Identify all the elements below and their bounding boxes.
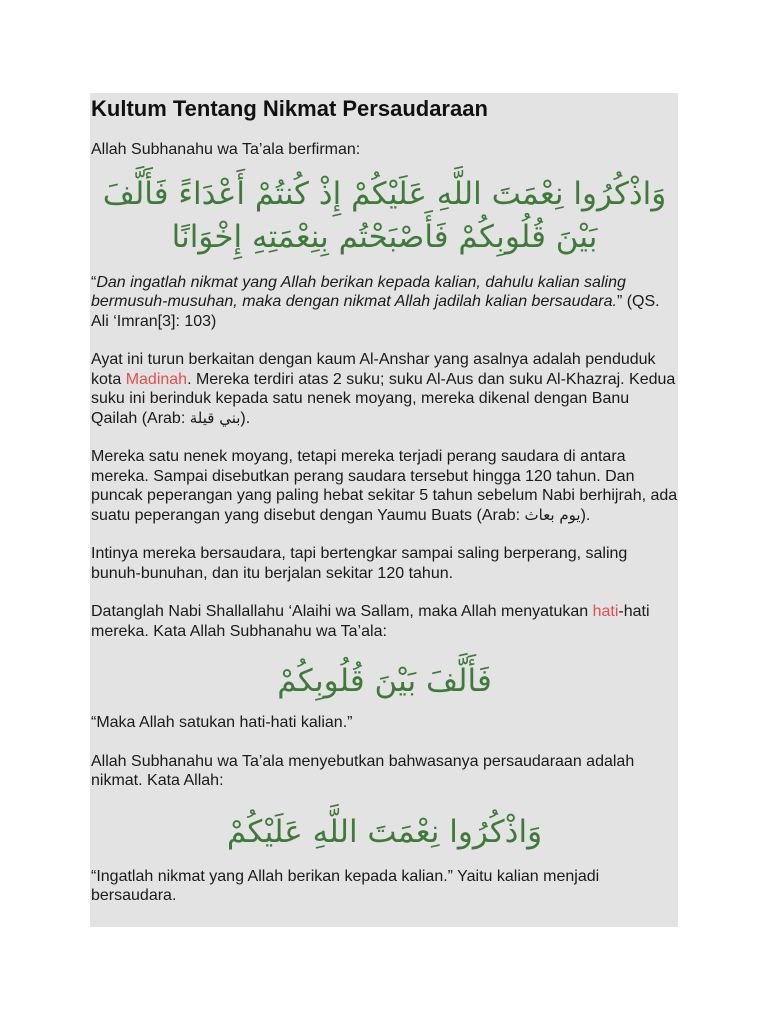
paragraph-2-text: Mereka satu nenek moyang, tetapi mereka terjadi perang saudara di antara mereka. Sampai disebutkan perang saudara tersebut hingga 120 tahun. Dan puncak peperangan yang paling hebat sekitar 5 tahun sebelum Nabi berhijrah, ada suatu peperangan yang disebut dengan Yaumu Buats (Arab: — [91, 448, 678, 524]
paragraph-1-after-link: . Mereka terdiri atas 2 suku; suku Al-Aus dan suku Al-Khazraj. Kedua suku ini berinduk kepada satu nenek moyang, mereka dikenal dengan Banu Qailah (Arab: — [91, 370, 676, 427]
translation-3: “Ingatlah nikmat yang Allah berikan kepada kalian.” Yaitu kalian menjadi bersaudara. — [91, 867, 600, 904]
translation-1-text: Dan ingatlah nikmat yang Allah berikan kepada kalian, dahulu kalian saling bermusuh-musuhan, maka dengan nikmat Allah jadilah kalian bersaudara. — [91, 273, 626, 310]
page-title: Kultum Tentang Nikmat Persaudaraan — [91, 96, 488, 121]
paragraph-1-arabic: بني قيلة — [189, 408, 241, 427]
paragraph-2-arabic: يوم بعاث — [524, 505, 581, 524]
ayat-2: فَأَلَّفَ بَيْنَ قُلُوبِكُمْ — [277, 663, 492, 699]
translation-1-open-quote: “ — [91, 273, 97, 291]
paragraph-2 — [91, 447, 678, 525]
paragraph-4-before-link: Datanglah Nabi Shallallahu ‘Alaihi wa Sallam, maka Allah menyatukan — [91, 603, 593, 620]
hati-link[interactable]: hati — [592, 603, 619, 620]
paragraph-4-after-link: -hati mereka. Kata Allah Subhanahu wa Ta’ala: — [91, 603, 650, 640]
ayat-3: وَاذْكُرُوا نِعْمَتَ اللَّهِ عَلَيْكُمْ — [226, 813, 543, 850]
translation-2: “Maka Allah satukan hati-hati kalian.” — [91, 714, 353, 731]
paragraph-1 — [91, 350, 678, 428]
paragraph-1-before-link: Ayat ini turun berkaitan dengan kaum Al-Anshar yang asalnya adalah penduduk kota — [91, 351, 656, 388]
paragraph-3: Intinya mereka bersaudara, tapi bertengkar sampai saling berperang, saling bunuh-bunuhan, dan itu berjalan sekitar 120 tahun. — [91, 545, 628, 582]
paragraph-5: Allah Subhanahu wa Ta’ala menyebutkan bahwasanya persaudaraan adalah nikmat. Kata Allah: — [91, 752, 635, 789]
translation-1-close: ” (QS. Ali ‘Imran[3]: 103) — [91, 293, 660, 330]
document-page — [90, 93, 678, 927]
translation-1 — [91, 273, 678, 332]
madinah-link[interactable]: Madinah — [125, 370, 188, 388]
paragraph-4 — [91, 602, 678, 641]
paragraph-1-end: ). — [240, 409, 251, 427]
intro-text: Allah Subhanahu wa Ta’ala berfirman: — [91, 141, 361, 158]
paragraph-2-end: ). — [580, 506, 591, 524]
ayat-1: وَاذْكُرُوا نِعْمَتَ اللَّهِ عَلَيْكُمْ إِذْ كُنتُمْ أَعْدَاءً فَأَلَّفَ بَيْنَ قُلُوبِكُمْ فَأَصْبَحْتُم بِنِعْمَتِهِ إِخْوَانًا — [102, 175, 667, 255]
